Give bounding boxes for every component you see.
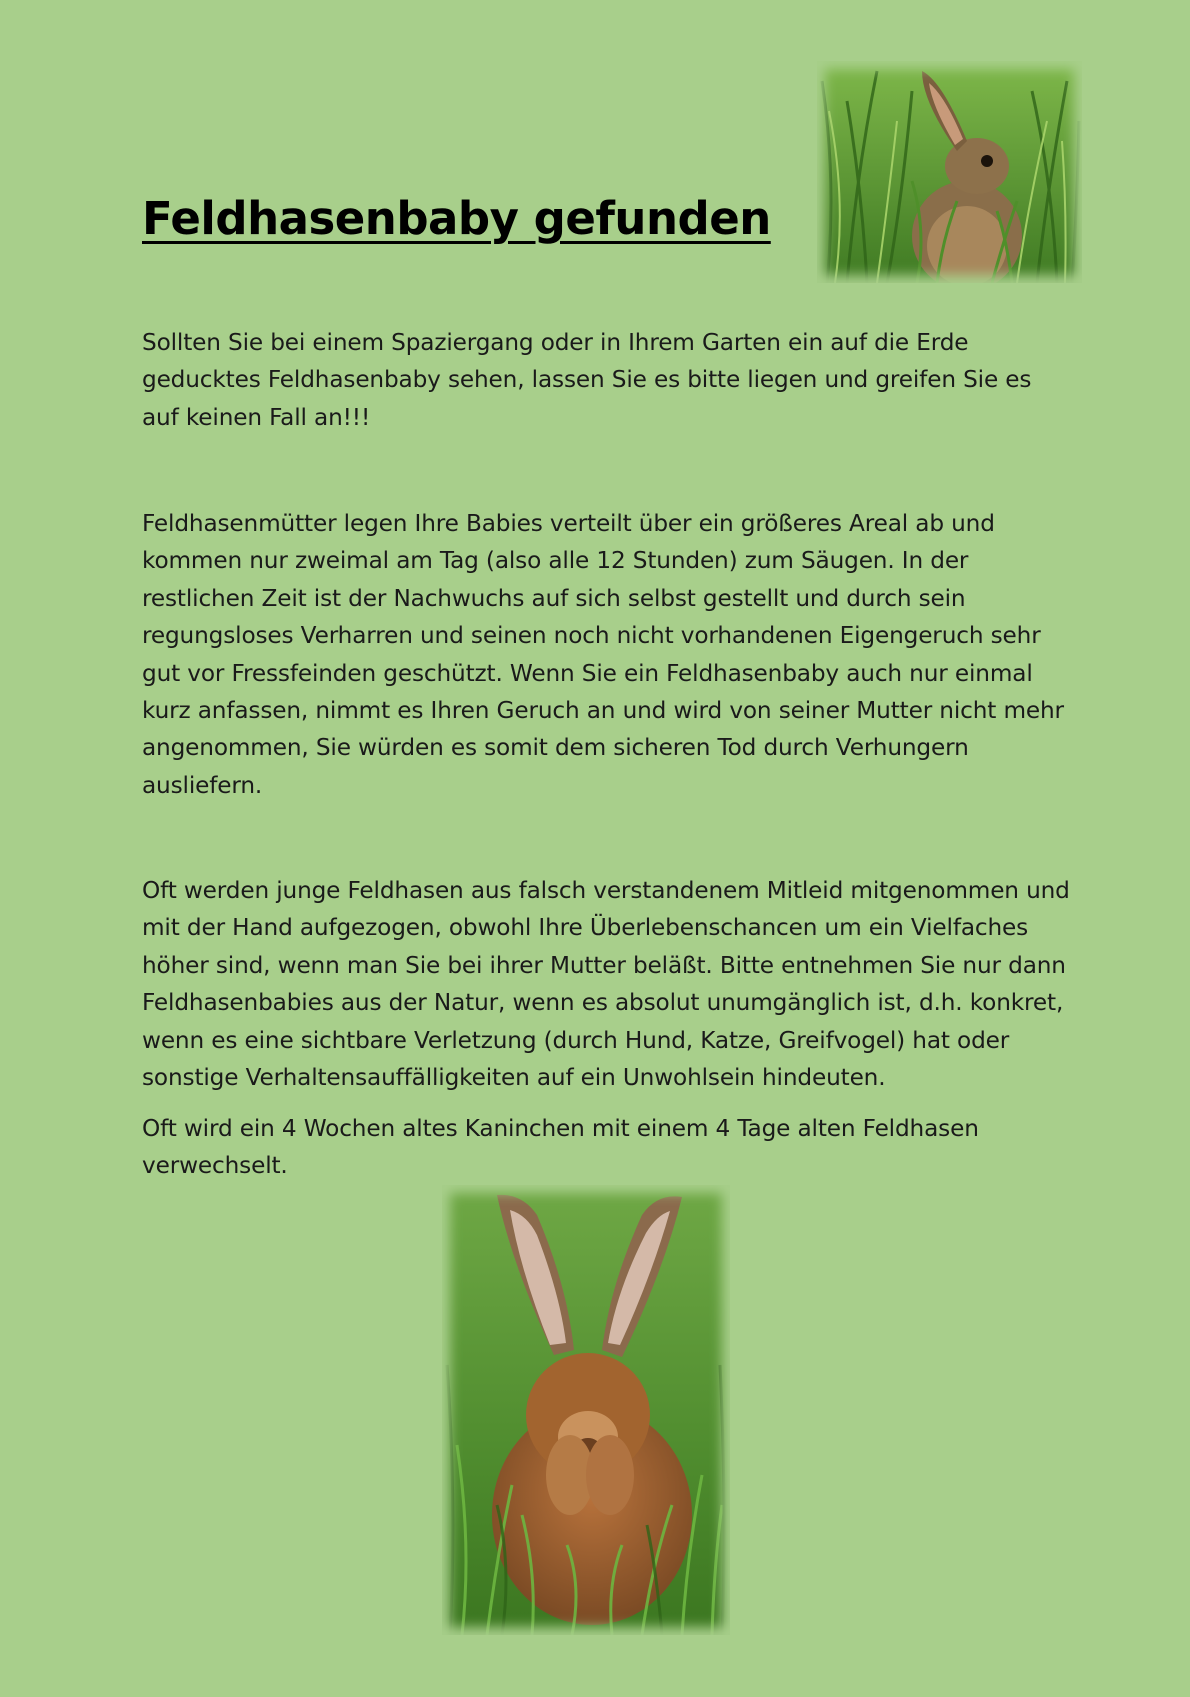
- hare-photo-top: [817, 61, 1082, 283]
- paragraph-1: Sollten Sie bei einem Spaziergang oder in Ihrem Garten ein auf die Erde geducktes Feldhasenbaby sehen, lassen Sie es bitte liegen und greifen Sie es auf keinen Fall an!!!: [142, 329, 1032, 431]
- paragraph-2: Feldhasenmütter legen Ihre Babies verteilt über ein größeres Areal ab und kommen nur zweimal am Tag (also alle 12 Stunden) zum Säugen. In der restlichen Zeit ist der Nachwuchs auf sich selbst gestellt und durch sein regungsloses Verharren und seinen noch nicht vorhandenen Eigengeruch sehr gut vor Fressfeinden geschützt. Wenn Sie ein Feldhasenbaby auch nur einmal kurz anfassen, nimmt es Ihren Geruch an und wird von seiner Mutter nicht mehr angenommen, Sie würden es somit dem sicheren Tod durch Verhungern ausliefern.: [142, 510, 1064, 799]
- hare-photo-bottom: [442, 1185, 730, 1635]
- page-title: Feldhasenbaby gefunden: [142, 192, 771, 245]
- young-hare-in-grass-illustration: [817, 61, 1082, 283]
- hare-facing-camera-illustration: [442, 1185, 730, 1635]
- paragraph-3: Oft werden junge Feldhasen aus falsch verstandenem Mitleid mitgenommen und mit der Hand aufgezogen, obwohl Ihre Überlebenschancen um ein Vielfaches höher sind, wenn man Sie bei ihrer Mutter beläßt. Bitte entnehmen Sie nur dann Feldhasenbabies aus der Natur, wenn es absolut unumgänglich ist, d.h. konkret, wenn es eine sichtbare Verletzung (durch Hund, Katze, Greifvogel) hat oder sonstige Verhaltensauffälligkeiten auf ein Unwohlsein hindeuten.: [142, 877, 1070, 1092]
- paragraph-4: Oft wird ein 4 Wochen altes Kaninchen mit einem 4 Tage alten Feldhasen verwechselt.: [142, 1115, 979, 1180]
